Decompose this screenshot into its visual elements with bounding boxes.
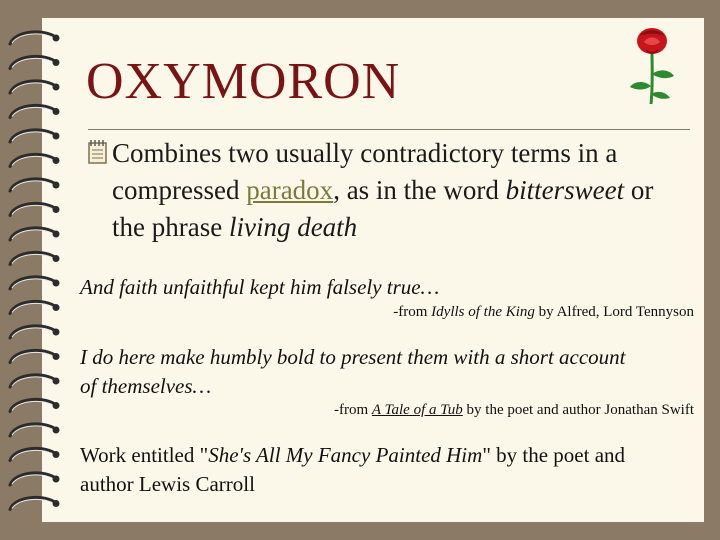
spiral-ring-icon: [10, 448, 60, 460]
spiral-binding: [0, 0, 80, 540]
spiral-ring-icon: [10, 301, 60, 313]
spiral-ring-icon: [10, 473, 60, 485]
spiral-ring-icon: [10, 56, 60, 68]
work-title: She's All My Fancy Painted Him: [208, 443, 483, 467]
spiral-ring-icon: [10, 497, 60, 509]
spiral-ring-icon: [10, 350, 60, 362]
spiral-ring-icon: [10, 154, 60, 166]
slide-title: OXYMORON: [86, 53, 401, 110]
spiral-ring-icon: [10, 252, 60, 264]
quote-suffix: " by the poet and author Lewis Carroll: [80, 443, 626, 496]
quote-text: I do here make humbly bold to present them with a short account of themselves…: [80, 345, 626, 398]
spiral-ring-icon: [10, 424, 60, 436]
source-title: A Tale of a Tub: [371, 402, 463, 418]
spiral-ring-icon: [10, 203, 60, 215]
spiral-ring-icon: [10, 375, 60, 387]
bullet-text-2: , as in the word: [333, 175, 506, 205]
example-term-2: living death: [228, 212, 358, 242]
notebook-bullet-icon: [86, 139, 110, 165]
spiral-ring-icon: [10, 399, 60, 411]
quote-prefix: Work entitled ": [80, 443, 209, 467]
spiral-ring-icon: [10, 105, 60, 117]
example-term-1: bittersweet: [505, 175, 625, 205]
paradox-link[interactable]: paradox: [246, 175, 334, 205]
bullet-text-3: or the phrase: [112, 175, 654, 242]
source-swift: [334, 402, 694, 419]
source-tennyson: [393, 304, 694, 321]
spiral-ring-icon: [10, 130, 60, 142]
source-title: Idylls of the King: [431, 304, 535, 320]
spiral-ring-icon: [10, 179, 60, 191]
quote-tennyson: [80, 273, 696, 302]
spiral-ring-icon: [10, 326, 60, 338]
bullet-text-1: Combines two usually contradictory terms in a compressed: [112, 138, 618, 205]
quote-swift: [80, 343, 640, 401]
spiral-ring-icon: [10, 277, 60, 289]
quote-carroll: [80, 441, 680, 499]
spiral-ring-icon: [10, 32, 60, 44]
source-author: by Alfred, Lord Tennyson: [534, 304, 694, 320]
spiral-ring-icon: [10, 228, 60, 240]
source-prefix: -from: [334, 402, 372, 418]
bullet-definition: [112, 135, 692, 246]
title-divider: [88, 129, 690, 130]
quote-text: And faith unfaithful kept him falsely true…: [80, 275, 440, 299]
source-author: by the poet and author Jonathan Swift: [462, 402, 694, 418]
rose-icon: [622, 24, 686, 108]
source-prefix: -from: [393, 304, 432, 320]
spiral-ring-icon: [10, 81, 60, 93]
